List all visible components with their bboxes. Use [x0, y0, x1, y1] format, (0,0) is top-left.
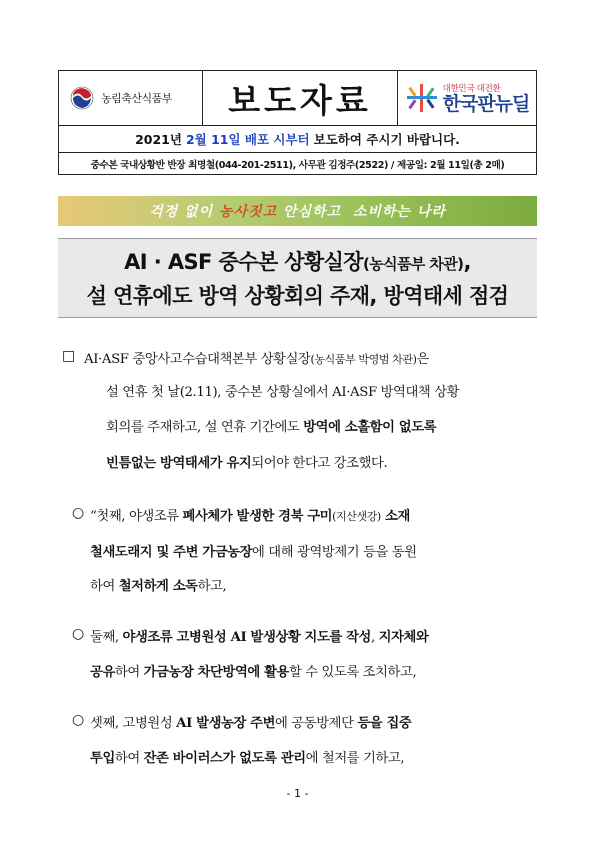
paragraph-1-line-2: 설 연휴 첫 날(2.11), 중수본 상황실에서 AI·ASF 방역대책 상황 [106, 385, 460, 400]
circle-bullet-icon: ○ [72, 505, 85, 521]
headline-line-1 [124, 246, 471, 276]
bullet-2-line-2 [90, 661, 416, 680]
new-deal-logo-icon [405, 83, 439, 113]
press-release-header [58, 70, 537, 126]
release-date: 2월 11일 배포 시부터 [185, 132, 310, 147]
b3-l2-a: 투입 [90, 751, 115, 766]
slogan-part-4: 소비하는 [352, 204, 411, 220]
p1-l1-sub: (농식품부 박영범 차관) [310, 353, 417, 366]
b1-l2-a: 철새도래지 및 주변 가금농장 [90, 545, 253, 560]
slogan-part-2: 농사짓고 [218, 204, 278, 220]
bullet-3-line-1 [90, 712, 411, 731]
ministry-block [59, 71, 203, 125]
ministry-name: 농림축산식품부 [101, 92, 172, 105]
headline-comma: , [463, 250, 471, 274]
slogan-part-5: 나라 [416, 204, 446, 220]
p1-l4-a: 빈틈없는 방역태세가 유지 [106, 456, 252, 471]
circle-bullet-icon: ○ [72, 712, 85, 728]
headline-sub: (농식품부 차관) [362, 255, 464, 273]
p1-l4-b: 되어야 한다고 강조했다. [251, 456, 388, 471]
b3-l1-c: 에 공동방제단 [275, 716, 358, 731]
paragraph-1-line-4 [106, 452, 387, 471]
p1-l1-text: AI·ASF 중앙사고수습대책본부 상황실장 [84, 352, 311, 367]
slogan-part-1: 걱정 없이 [149, 204, 214, 220]
brand-name: 한국판뉴딜 [442, 92, 530, 115]
p1-l3-a: 회의를 주재하고, 설 연휴 기간에도 [106, 420, 304, 435]
page-number: - 1 - [286, 787, 309, 800]
b2-l2-d: 할 수 있도록 조치하고, [288, 665, 417, 680]
b3-l2-c: 잔존 바이러스가 없도록 관리 [143, 751, 306, 766]
b2-l1-b: 야생조류 고병원성 AI 발생상황 지도를 작성 [122, 630, 371, 645]
b1-l1-a: “첫째, 야생조류 [90, 509, 183, 524]
release-instruction: 보도하여 주시기 바랍니다. [313, 132, 460, 147]
b1-l1-c: (지산샛강) [332, 510, 381, 523]
slogan-banner [58, 196, 537, 226]
checkbox-bullet-icon: □ [62, 348, 76, 364]
b3-l1-b: AI 발생농장 주변 [176, 716, 276, 731]
b3-l2-d: 에 철저를 기하고, [305, 751, 405, 766]
paragraph-1-line-3 [106, 416, 436, 435]
bullet-1-line-1 [90, 505, 410, 524]
document-title: 보도자료 [203, 71, 398, 125]
b3-l1-a: 셋째, 고병원성 [90, 716, 177, 731]
b2-l1-c: , [371, 630, 379, 645]
b3-l1-d: 등을 집중 [357, 716, 412, 731]
p1-l3-b: 방역에 소홀함이 없도록 [303, 420, 437, 435]
bullet-3-line-2 [90, 747, 404, 766]
bullet-1-line-3 [90, 575, 226, 594]
b1-l2-b: 에 대해 광역방제기 등을 동원 [252, 545, 417, 560]
headline-box [58, 238, 537, 318]
bullet-1-line-2 [90, 541, 417, 560]
headline-line-2: 설 연휴에도 방역 상황회의 주재, 방역태세 점검 [86, 284, 509, 308]
b2-l2-c: 가금농장 차단방역에 활용 [143, 665, 289, 680]
b2-l2-b: 하여 [114, 665, 144, 680]
b1-l1-d: 소재 [380, 509, 410, 524]
b1-l3-a: 하여 [90, 579, 119, 594]
p1-l1-end: 은 [416, 352, 429, 367]
contact-line: 중수본 국내상황반 반장 최명철(044-201-2511), 사무관 김정주(2522) / 제공일: 2월 11일(총 2매) [58, 153, 537, 175]
b2-l1-a: 둘째, [90, 630, 123, 645]
b2-l2-a: 공유 [90, 665, 115, 680]
b2-l1-d: 지자체와 [378, 630, 429, 645]
release-year: 2021년 [135, 132, 182, 147]
release-embargo-line [58, 126, 537, 153]
brand-tagline: 대한민국 대전환 [442, 83, 501, 94]
bullet-2-line-1 [90, 626, 428, 645]
ministry-emblem-icon [69, 85, 95, 111]
new-deal-brand [398, 71, 536, 125]
b1-l1-b: 폐사체가 발생한 경북 구미 [182, 509, 333, 524]
paragraph-1-line-1 [84, 348, 429, 367]
circle-bullet-icon: ○ [72, 626, 85, 642]
b1-l3-b: 철저하게 소독 [118, 579, 198, 594]
b3-l2-b: 하여 [114, 751, 144, 766]
headline-main: AI · ASF 중수본 상황실장 [124, 250, 363, 274]
b1-l3-c: 하고, [197, 579, 227, 594]
slogan-part-3: 안심하고 [282, 204, 342, 220]
